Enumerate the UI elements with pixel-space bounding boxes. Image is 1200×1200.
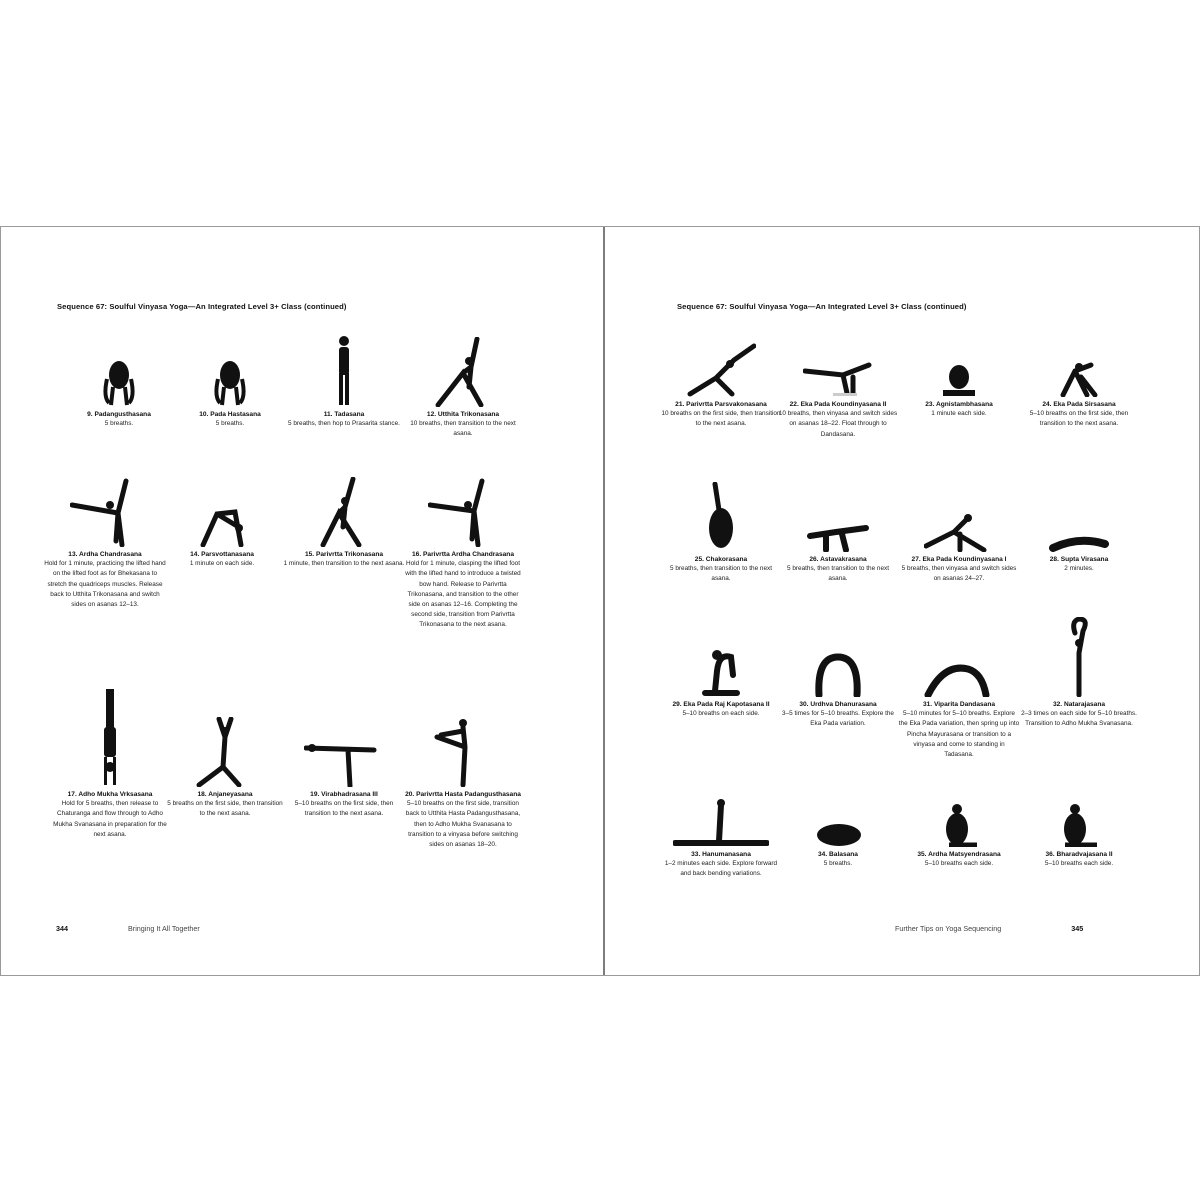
pose-card: 23. Agnistambhasana 1 minute each side. [898, 317, 1020, 419]
leg-behind-head-icon [1018, 317, 1140, 397]
pose-card: 16. Parivrtta Ardha Chandrasana Hold for 1 minute, clasping the lifted foot with the lifted hand to introduce a twisted bow hand. Release to Parivrtta Trikonasana, and transition to the other side on asanas 12–16. Completing the second side, transition from Parivrtta Trikonasana to the next asana. [402, 467, 524, 631]
standing-pose-icon [283, 327, 405, 407]
pose-card: 9. Padangusthasana 5 breaths. [58, 327, 180, 429]
standing-leg-hold-icon [402, 682, 524, 787]
seated-leg-lift-icon [660, 472, 782, 552]
page-number: 345 [1071, 924, 1084, 933]
pose-card: 24. Eka Pada Sirsasana 5–10 breaths on the first side, then transition to the next asana. [1018, 317, 1140, 430]
seated-twist-icon [898, 772, 1020, 847]
warrior-three-icon [283, 682, 405, 787]
running-head: Further Tips on Yoga Sequencing [895, 924, 1002, 933]
reclined-hero-icon [1018, 472, 1140, 552]
twisted-arm-balance-icon [898, 472, 1020, 552]
forward-fold-icon [169, 327, 291, 407]
revolved-half-moon-icon [402, 467, 524, 547]
pose-card: 30. Urdhva Dhanurasana 3–5 times for 5–10 breaths. Explore the Eka Pada variation. [777, 617, 899, 730]
running-head: Bringing It All Together [128, 924, 200, 933]
inverted-staff-icon [898, 617, 1020, 697]
low-lunge-icon [164, 682, 286, 787]
pose-card: 11. Tadasana 5 breaths, then hop to Prasarita stance. [283, 327, 405, 429]
pose-card: 21. Parivrtta Parsvakonasana 10 breaths on the first side, then transition to the next asana. [660, 317, 782, 430]
pose-card: 19. Virabhadrasana III 5–10 breaths on the first side, then transition to the next asana. [283, 682, 405, 820]
triangle-pose-icon [402, 327, 524, 407]
child-pose-icon [777, 772, 899, 847]
pose-card: 12. Utthita Trikonasana 10 breaths, then transition to the next asana. [402, 327, 524, 440]
seated-fire-log-icon [898, 317, 1020, 397]
dancer-pose-icon [1018, 617, 1140, 697]
sequence-title: Sequence 67: Soulful Vinyasa Yoga—An Integrated Level 3+ Class (continued) [57, 302, 347, 311]
revolved-triangle-icon [283, 467, 405, 547]
pose-card: 18. Anjaneyasana 5 breaths on the first side, then transition to the next asana. [164, 682, 286, 820]
arm-balance-icon [777, 317, 899, 397]
book-spread [0, 226, 1200, 976]
left-page [0, 227, 604, 975]
eight-angle-icon [777, 472, 899, 552]
pose-card: 26. Astavakrasana 5 breaths, then transition to the next asana. [777, 472, 899, 585]
revolved-side-angle-icon [660, 317, 782, 397]
page-footer-left [56, 924, 200, 933]
pose-card: 33. Hanumanasana 1–2 minutes each side. Explore forward and back bending variations. [660, 772, 782, 880]
handstand-icon [49, 682, 171, 787]
pose-card: 35. Ardha Matsyendrasana 5–10 breaths each side. [898, 772, 1020, 869]
pose-card: 25. Chakorasana 5 breaths, then transition to the next asana. [660, 472, 782, 585]
pose-card: 14. Parsvottanasana 1 minute on each side. [161, 467, 283, 569]
sequence-title: Sequence 67: Soulful Vinyasa Yoga—An Integrated Level 3+ Class (continued) [677, 302, 967, 311]
pose-card: 36. Bharadvajasana II 5–10 breaths each side. [1018, 772, 1140, 869]
pose-card: 17. Adho Mukha Vrksasana Hold for 5 breaths, then release to Chaturanga and flow through to Adho Mukha Svanasana in preparation for the next asana. [49, 682, 171, 840]
half-moon-icon [44, 467, 166, 547]
right-page [605, 227, 1200, 975]
pose-card: 28. Supta Virasana 2 minutes. [1018, 472, 1140, 574]
pose-card: 27. Eka Pada Koundinyasana I 5 breaths, then vinyasa and switch sides on asanas 24–27. [898, 472, 1020, 585]
pigeon-pose-icon [660, 617, 782, 697]
forward-fold-icon [58, 327, 180, 407]
pose-card: 31. Viparita Dandasana 5–10 minutes for 5–10 breaths. Explore the Eka Pada variation, then spring up into Pincha Mayurasana or transition to a vinyasa and come to standing in Tadasana. [898, 617, 1020, 760]
page-footer-right [895, 924, 1083, 933]
side-stretch-icon [161, 467, 283, 547]
splits-icon [660, 772, 782, 847]
pose-card: 29. Eka Pada Raj Kapotasana II 5–10 breaths on each side. [660, 617, 782, 719]
pose-card: 22. Eka Pada Koundinyasana II 10 breaths, then vinyasa and switch sides on asanas 18–22. Float through to Dandasana. [777, 317, 899, 440]
pose-card: 10. Pada Hastasana 5 breaths. [169, 327, 291, 429]
page-number: 344 [56, 924, 68, 933]
pose-card: 13. Ardha Chandrasana Hold for 1 minute, practicing the lifted hand on the lifted foot as for Bhekasana to stretch the quadriceps muscles. Release back to Utthita Trikonasana and switch sides on asanas 12–13. [44, 467, 166, 610]
pose-card: 32. Natarajasana 2–3 times on each side for 5–10 breaths. Transition to Adho Mukha Svanasana. [1018, 617, 1140, 730]
seated-twist-icon [1018, 772, 1140, 847]
pose-card: 15. Parivrtta Trikonasana 1 minute, then transition to the next asana. [283, 467, 405, 569]
pose-card: 20. Parivrtta Hasta Padangusthasana 5–10 breaths on the first side, transition back to Utthita Hasta Padangusthasana, then to Adho Mukha Svanasana to transition to a vinyasa before switching sides on asanas 18–20. [402, 682, 524, 850]
wheel-pose-icon [777, 617, 899, 697]
pose-card: 34. Balasana 5 breaths. [777, 772, 899, 869]
